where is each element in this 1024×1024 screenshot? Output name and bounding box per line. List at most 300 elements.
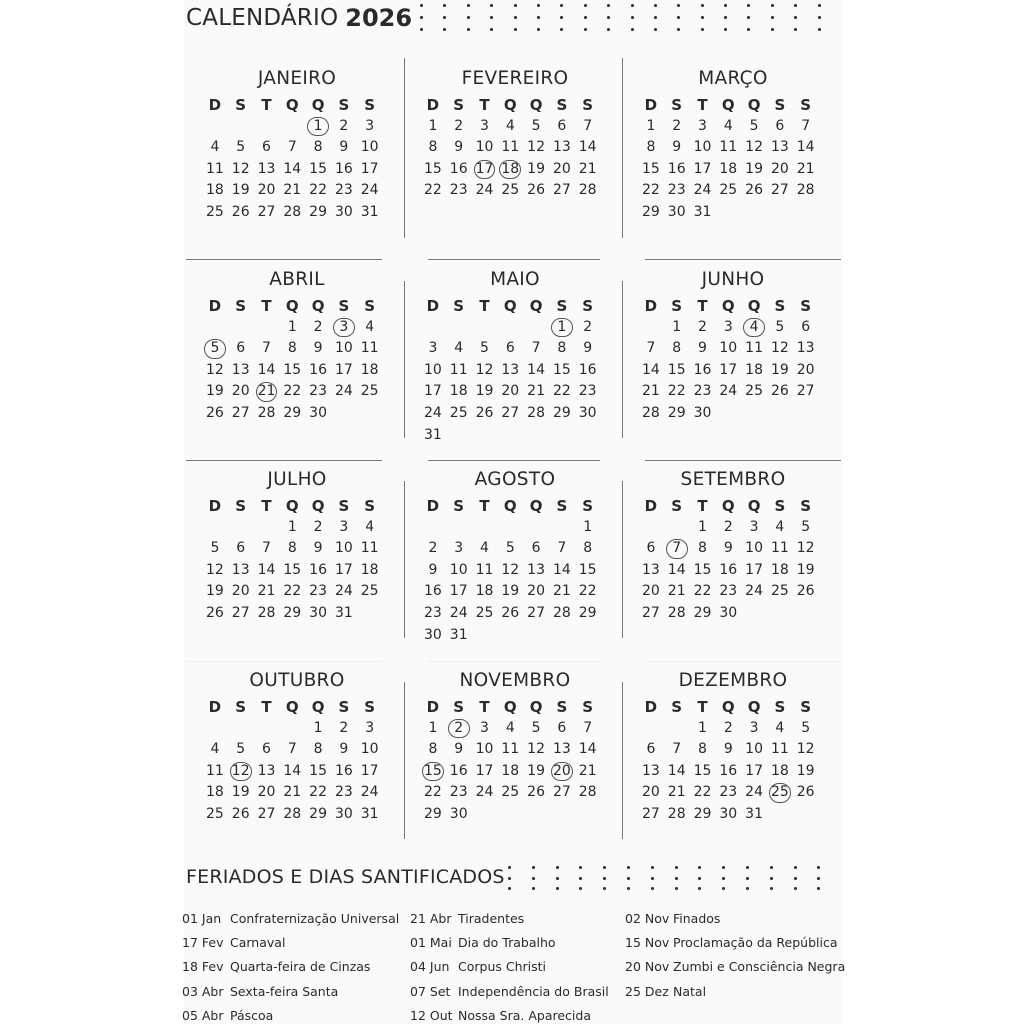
calendar-day: 20 bbox=[257, 182, 276, 199]
calendar-day: 12 bbox=[475, 361, 494, 378]
calendar-day: 18 bbox=[770, 561, 789, 578]
weekday-label: S bbox=[235, 96, 247, 114]
decorative-dot bbox=[556, 866, 559, 869]
calendar-day: 21 bbox=[283, 182, 302, 199]
calendar-day: 25 bbox=[501, 182, 520, 199]
holiday-day: 5 bbox=[202, 338, 228, 360]
calendar-day: 1 bbox=[672, 318, 682, 335]
calendar-day: 24 bbox=[423, 404, 442, 421]
calendar-day: 30 bbox=[334, 203, 353, 220]
calendar-day: 1 bbox=[646, 117, 656, 134]
calendar-day: 15 bbox=[283, 561, 302, 578]
empty-cell bbox=[228, 116, 254, 138]
holiday-day: 18 bbox=[497, 159, 523, 181]
month-name: JANEIRO bbox=[257, 68, 337, 89]
empty-cell bbox=[472, 517, 498, 539]
holiday-entry bbox=[182, 983, 399, 1007]
calendar-day: 31 bbox=[334, 604, 353, 621]
calendar-day: 14 bbox=[796, 139, 815, 156]
calendar-day: 23 bbox=[449, 784, 468, 801]
calendar-day: 13 bbox=[770, 139, 789, 156]
calendar-day: 17 bbox=[719, 361, 738, 378]
calendar-day: 7 bbox=[531, 340, 541, 357]
calendar-day: 11 bbox=[501, 139, 520, 156]
calendar-day: 2 bbox=[723, 518, 733, 535]
calendar-day: 3 bbox=[454, 540, 464, 557]
calendar-day: 21 bbox=[283, 784, 302, 801]
calendar-day: 4 bbox=[365, 518, 375, 535]
calendar-day: 1 bbox=[428, 117, 438, 134]
calendar-day: 22 bbox=[423, 784, 442, 801]
empty-cell bbox=[228, 517, 254, 539]
decorative-dot bbox=[532, 866, 535, 869]
column-divider bbox=[622, 682, 623, 839]
holiday-entry bbox=[410, 983, 609, 1007]
holiday-entry bbox=[410, 958, 609, 982]
calendar-day: 20 bbox=[641, 583, 660, 600]
calendar-day: 25 bbox=[745, 383, 763, 400]
decorative-dot bbox=[607, 28, 610, 31]
month-day-grid bbox=[202, 495, 396, 625]
decorative-dot bbox=[794, 16, 797, 19]
calendar-day: 6 bbox=[646, 540, 656, 557]
calendar-day: 25 bbox=[205, 203, 224, 220]
decorative-dot bbox=[420, 28, 423, 31]
decorative-dot bbox=[607, 4, 610, 7]
calendar-day: 22 bbox=[693, 784, 712, 801]
calendar-day: 25 bbox=[449, 404, 468, 421]
holiday-day: 21 bbox=[254, 381, 280, 403]
empty-cell bbox=[446, 317, 472, 339]
calendar-day: 16 bbox=[449, 762, 468, 779]
month-name: JULHO bbox=[267, 469, 327, 490]
calendar-day: 17 bbox=[475, 762, 494, 779]
weekday-label: D bbox=[644, 698, 658, 716]
calendar-day: 11 bbox=[719, 139, 738, 156]
month-day-grid bbox=[420, 295, 614, 446]
holiday-date: 07 Set bbox=[410, 983, 451, 999]
calendar-day: 23 bbox=[719, 784, 738, 801]
calendar-day: 11 bbox=[745, 340, 763, 357]
calendar-day: 13 bbox=[231, 561, 250, 578]
calendar-day: 30 bbox=[719, 805, 738, 822]
calendar-day: 11 bbox=[770, 741, 789, 758]
calendar-day: 18 bbox=[719, 160, 738, 177]
decorative-dot bbox=[631, 4, 634, 7]
calendar-day: 9 bbox=[672, 139, 682, 156]
holiday-entry bbox=[182, 958, 399, 982]
decorative-dot bbox=[490, 28, 493, 31]
decorative-dot bbox=[420, 4, 423, 7]
decorative-dot-pattern bbox=[420, 4, 841, 40]
calendar-day: 29 bbox=[423, 805, 442, 822]
calendar-day: 24 bbox=[360, 784, 379, 801]
calendar-day: 29 bbox=[693, 604, 712, 621]
empty-cell bbox=[279, 116, 305, 138]
empty-cell bbox=[497, 517, 523, 539]
weekday-label: S bbox=[774, 698, 786, 716]
calendar-day: 26 bbox=[745, 182, 763, 199]
calendar-day: 29 bbox=[309, 203, 327, 220]
weekday-label: D bbox=[644, 96, 658, 114]
holiday-name: Zumbi e Consciência Negra bbox=[673, 959, 846, 975]
weekday-label: Q bbox=[285, 497, 299, 515]
weekday-label: S bbox=[774, 497, 786, 515]
calendar-day: 2 bbox=[339, 117, 349, 134]
calendar-day: 27 bbox=[257, 203, 276, 220]
calendar-day: 21 bbox=[667, 784, 686, 801]
calendar-day: 3 bbox=[698, 117, 707, 134]
decorative-dot bbox=[584, 28, 587, 31]
weekday-label: Q bbox=[529, 698, 543, 716]
weekday-label: S bbox=[800, 497, 812, 515]
holiday-date: 25 Dez bbox=[625, 983, 669, 999]
calendar-day: 27 bbox=[257, 805, 276, 822]
decorative-dot bbox=[443, 16, 446, 19]
weekday-label: S bbox=[453, 698, 465, 716]
calendar-day: 22 bbox=[578, 583, 597, 600]
calendar-day: 7 bbox=[646, 340, 656, 357]
calendar-day: 1 bbox=[698, 518, 707, 535]
calendar-day: 3 bbox=[339, 518, 349, 535]
decorative-dot bbox=[698, 866, 701, 869]
decorative-dot bbox=[818, 28, 821, 31]
holidays-column bbox=[625, 910, 845, 1007]
holiday-day: 2 bbox=[446, 718, 472, 740]
weekday-label: S bbox=[800, 297, 812, 315]
calendar-day: 2 bbox=[313, 518, 323, 535]
decorative-dot bbox=[443, 28, 446, 31]
holidays-column bbox=[410, 910, 609, 1024]
decorative-dot bbox=[724, 28, 727, 31]
calendar-day: 14 bbox=[667, 561, 686, 578]
calendar-day: 4 bbox=[723, 117, 733, 134]
calendar-day: 16 bbox=[334, 762, 353, 779]
calendar-day: 29 bbox=[309, 805, 327, 822]
decorative-dot bbox=[556, 877, 559, 880]
weekday-label: S bbox=[338, 96, 350, 114]
decorative-dot bbox=[560, 16, 563, 19]
calendar-day: 7 bbox=[583, 117, 593, 134]
calendar-day: 25 bbox=[360, 383, 379, 400]
empty-cell bbox=[254, 718, 280, 740]
calendar-day: 12 bbox=[501, 561, 520, 578]
decorative-dot bbox=[603, 877, 606, 880]
calendar-day: 5 bbox=[531, 117, 541, 134]
calendar-day: 14 bbox=[283, 762, 302, 779]
holiday-date: 03 Abr bbox=[182, 983, 224, 999]
calendar-day: 15 bbox=[667, 361, 686, 378]
calendar-day: 30 bbox=[309, 604, 327, 621]
decorative-dot bbox=[654, 4, 657, 7]
calendar-day: 6 bbox=[505, 340, 515, 357]
decorative-dot bbox=[579, 877, 582, 880]
calendar-day: 3 bbox=[365, 117, 375, 134]
holiday-entry bbox=[410, 934, 609, 958]
calendar-day: 17 bbox=[745, 561, 763, 578]
calendar-day: 4 bbox=[480, 540, 489, 557]
calendar-day: 4 bbox=[365, 318, 375, 335]
calendar-day: 17 bbox=[334, 361, 353, 378]
calendar-day: 28 bbox=[667, 604, 686, 621]
decorative-dot bbox=[771, 28, 774, 31]
decorative-dot bbox=[490, 16, 493, 19]
decorative-dot bbox=[420, 16, 423, 19]
holiday-entry bbox=[625, 958, 845, 982]
calendar-day: 5 bbox=[236, 139, 246, 156]
month-day-grid bbox=[638, 295, 832, 425]
calendar-day: 18 bbox=[501, 762, 520, 779]
calendar-day: 23 bbox=[309, 583, 327, 600]
weekday-label: Q bbox=[721, 96, 735, 114]
calendar-day: 1 bbox=[583, 518, 593, 535]
calendar-day: 13 bbox=[257, 160, 276, 177]
holiday-name: Proclamação da República bbox=[673, 935, 838, 951]
column-divider bbox=[404, 481, 405, 638]
calendar-day: 23 bbox=[334, 784, 353, 801]
calendar-day: 5 bbox=[749, 117, 759, 134]
calendar-day: 25 bbox=[501, 784, 520, 801]
decorative-dot bbox=[722, 887, 725, 890]
weekday-label: Q bbox=[285, 96, 299, 114]
column-divider bbox=[404, 281, 405, 438]
row-divider bbox=[645, 460, 841, 461]
decorative-dot bbox=[651, 877, 654, 880]
calendar-day: 9 bbox=[428, 561, 438, 578]
calendar-day: 31 bbox=[449, 626, 468, 643]
calendar-day: 25 bbox=[719, 182, 738, 199]
weekday-label: Q bbox=[311, 96, 325, 114]
calendar-day: 27 bbox=[796, 383, 815, 400]
month-day-grid bbox=[638, 696, 832, 826]
empty-cell bbox=[202, 517, 228, 539]
decorative-dot bbox=[770, 887, 773, 890]
month-day-grid bbox=[420, 696, 614, 826]
weekday-label: Q bbox=[503, 497, 517, 515]
calendar-day: 5 bbox=[505, 540, 515, 557]
decorative-dot bbox=[508, 887, 511, 890]
weekday-label: T bbox=[697, 96, 708, 114]
weekday-label: Q bbox=[285, 297, 299, 315]
empty-cell bbox=[446, 517, 472, 539]
calendar-day: 30 bbox=[309, 404, 327, 421]
month-name: ABRIL bbox=[269, 269, 325, 290]
calendar-day: 21 bbox=[527, 383, 545, 400]
holiday-entry bbox=[182, 934, 399, 958]
calendar-day: 20 bbox=[257, 784, 276, 801]
calendar-day: 16 bbox=[719, 762, 738, 779]
holiday-date: 05 Abr bbox=[182, 1007, 224, 1023]
holiday-date: 01 Mai bbox=[410, 935, 452, 951]
calendar-day: 8 bbox=[583, 540, 593, 557]
calendar-day: 21 bbox=[578, 762, 597, 779]
calendar-day: 2 bbox=[339, 719, 349, 736]
month-day-grid bbox=[202, 696, 396, 826]
empty-cell bbox=[420, 517, 446, 539]
calendar-day: 23 bbox=[578, 383, 597, 400]
calendar-day: 11 bbox=[449, 361, 468, 378]
calendar-day: 18 bbox=[205, 784, 224, 801]
decorative-dot bbox=[490, 4, 493, 7]
decorative-dot bbox=[627, 866, 630, 869]
calendar-day: 24 bbox=[693, 182, 712, 199]
calendar-day: 26 bbox=[527, 182, 545, 199]
calendar-day: 31 bbox=[693, 203, 712, 220]
decorative-dot bbox=[746, 877, 749, 880]
holiday-date: 12 Out bbox=[410, 1007, 453, 1023]
decorative-dot bbox=[794, 877, 797, 880]
decorative-dot bbox=[651, 887, 654, 890]
calendar-day: 19 bbox=[231, 784, 250, 801]
calendar-day: 22 bbox=[283, 583, 302, 600]
holiday-entry bbox=[182, 1007, 399, 1024]
calendar-day: 23 bbox=[719, 583, 738, 600]
holiday-date: 01 Jan bbox=[182, 911, 222, 926]
decorative-dot bbox=[701, 4, 704, 7]
month-6 bbox=[634, 267, 832, 425]
weekday-label: D bbox=[208, 297, 222, 315]
weekday-label: T bbox=[261, 698, 272, 716]
weekday-label: S bbox=[364, 698, 376, 716]
weekday-label: T bbox=[261, 297, 272, 315]
holiday-name: Corpus Christi bbox=[458, 959, 547, 975]
calendar-day: 17 bbox=[360, 160, 379, 177]
calendar-day: 6 bbox=[801, 318, 811, 335]
holiday-entry bbox=[625, 910, 845, 934]
decorative-dot bbox=[794, 887, 797, 890]
calendar-day: 5 bbox=[531, 719, 541, 736]
holiday-name: Confraternização Universal bbox=[230, 911, 400, 926]
calendar-day: 6 bbox=[262, 741, 271, 758]
calendar-day: 30 bbox=[719, 604, 738, 621]
calendar-day: 31 bbox=[745, 805, 763, 822]
weekday-label: S bbox=[800, 96, 812, 114]
weekday-label: S bbox=[338, 698, 350, 716]
row-divider bbox=[186, 460, 382, 461]
decorative-dot bbox=[675, 877, 678, 880]
weekday-label: Q bbox=[529, 497, 543, 515]
calendar-day: 8 bbox=[698, 540, 707, 557]
empty-cell bbox=[664, 517, 690, 539]
calendar-day: 26 bbox=[231, 805, 250, 822]
calendar-day: 27 bbox=[641, 805, 660, 822]
calendar-day: 7 bbox=[583, 719, 593, 736]
row-divider bbox=[428, 460, 600, 461]
calendar-day: 4 bbox=[210, 741, 220, 758]
calendar-day: 19 bbox=[501, 583, 520, 600]
decorative-dot bbox=[747, 4, 750, 7]
decorative-dot bbox=[747, 28, 750, 31]
calendar-day: 28 bbox=[796, 182, 815, 199]
calendar-day: 11 bbox=[205, 160, 224, 177]
calendar-day: 21 bbox=[578, 160, 597, 177]
calendar-day: 18 bbox=[770, 762, 789, 779]
calendar-day: 25 bbox=[205, 805, 224, 822]
calendar-day: 24 bbox=[334, 583, 353, 600]
calendar-day: 26 bbox=[475, 404, 494, 421]
calendar-day: 16 bbox=[719, 561, 738, 578]
calendar-day: 26 bbox=[205, 604, 224, 621]
calendar-day: 26 bbox=[205, 404, 224, 421]
empty-cell bbox=[279, 718, 305, 740]
calendar-day: 3 bbox=[480, 117, 489, 134]
calendar-day: 8 bbox=[646, 139, 656, 156]
calendar-day: 20 bbox=[527, 583, 545, 600]
decorative-dot bbox=[627, 887, 630, 890]
calendar-day: 13 bbox=[552, 741, 571, 758]
calendar-day: 26 bbox=[501, 604, 520, 621]
calendar-day: 9 bbox=[723, 741, 733, 758]
calendar-day: 20 bbox=[641, 784, 660, 801]
calendar-day: 27 bbox=[231, 604, 250, 621]
calendar-day: 26 bbox=[796, 583, 815, 600]
month-name: MARÇO bbox=[698, 68, 768, 89]
calendar-day: 10 bbox=[693, 139, 712, 156]
weekday-label: Q bbox=[747, 698, 761, 716]
calendar-day: 14 bbox=[257, 561, 276, 578]
decorative-dot bbox=[677, 16, 680, 19]
calendar-day: 6 bbox=[531, 540, 541, 557]
holiday-name: Natal bbox=[673, 983, 707, 999]
weekday-label: S bbox=[671, 297, 683, 315]
calendar-day: 12 bbox=[231, 160, 250, 177]
calendar-day: 9 bbox=[339, 139, 349, 156]
calendar-day: 30 bbox=[578, 404, 597, 421]
month-day-grid bbox=[420, 495, 614, 646]
holiday-day: 4 bbox=[741, 317, 767, 339]
weekday-label: S bbox=[671, 698, 683, 716]
weekday-label: S bbox=[582, 297, 594, 315]
calendar-day: 11 bbox=[360, 340, 379, 357]
weekday-label: D bbox=[426, 297, 440, 315]
holidays-column bbox=[182, 910, 399, 1024]
empty-cell bbox=[638, 718, 664, 740]
calendar-day: 11 bbox=[205, 762, 224, 779]
calendar-day: 14 bbox=[667, 762, 686, 779]
calendar-day: 1 bbox=[287, 518, 297, 535]
calendar-header bbox=[186, 2, 412, 34]
weekday-label: S bbox=[338, 297, 350, 315]
calendar-day: 5 bbox=[480, 340, 489, 357]
decorative-dot bbox=[818, 4, 821, 7]
calendar-day: 28 bbox=[578, 784, 597, 801]
calendar-day: 28 bbox=[552, 604, 571, 621]
weekday-label: Q bbox=[311, 497, 325, 515]
calendar-day: 2 bbox=[428, 540, 438, 557]
calendar-day: 23 bbox=[449, 182, 468, 199]
weekday-label: S bbox=[453, 96, 465, 114]
calendar-day: 9 bbox=[723, 540, 733, 557]
calendar-day: 15 bbox=[309, 762, 327, 779]
weekday-label: S bbox=[364, 497, 376, 515]
holiday-day: 7 bbox=[664, 538, 690, 560]
calendar-day: 27 bbox=[231, 404, 250, 421]
holiday-day: 1 bbox=[305, 116, 331, 138]
calendar-day: 23 bbox=[334, 182, 353, 199]
month-day-grid bbox=[420, 94, 614, 202]
calendar-day: 2 bbox=[454, 117, 464, 134]
calendar-day: 8 bbox=[672, 340, 682, 357]
month-name: FEVEREIRO bbox=[461, 68, 569, 89]
calendar-day: 15 bbox=[693, 561, 712, 578]
decorative-dot bbox=[722, 877, 725, 880]
calendar-day: 17 bbox=[745, 762, 763, 779]
weekday-label: Q bbox=[721, 497, 735, 515]
holiday-name: Finados bbox=[673, 911, 721, 926]
calendar-day: 14 bbox=[641, 361, 660, 378]
holiday-date: 18 Fev bbox=[182, 959, 224, 975]
decorative-dot bbox=[584, 4, 587, 7]
